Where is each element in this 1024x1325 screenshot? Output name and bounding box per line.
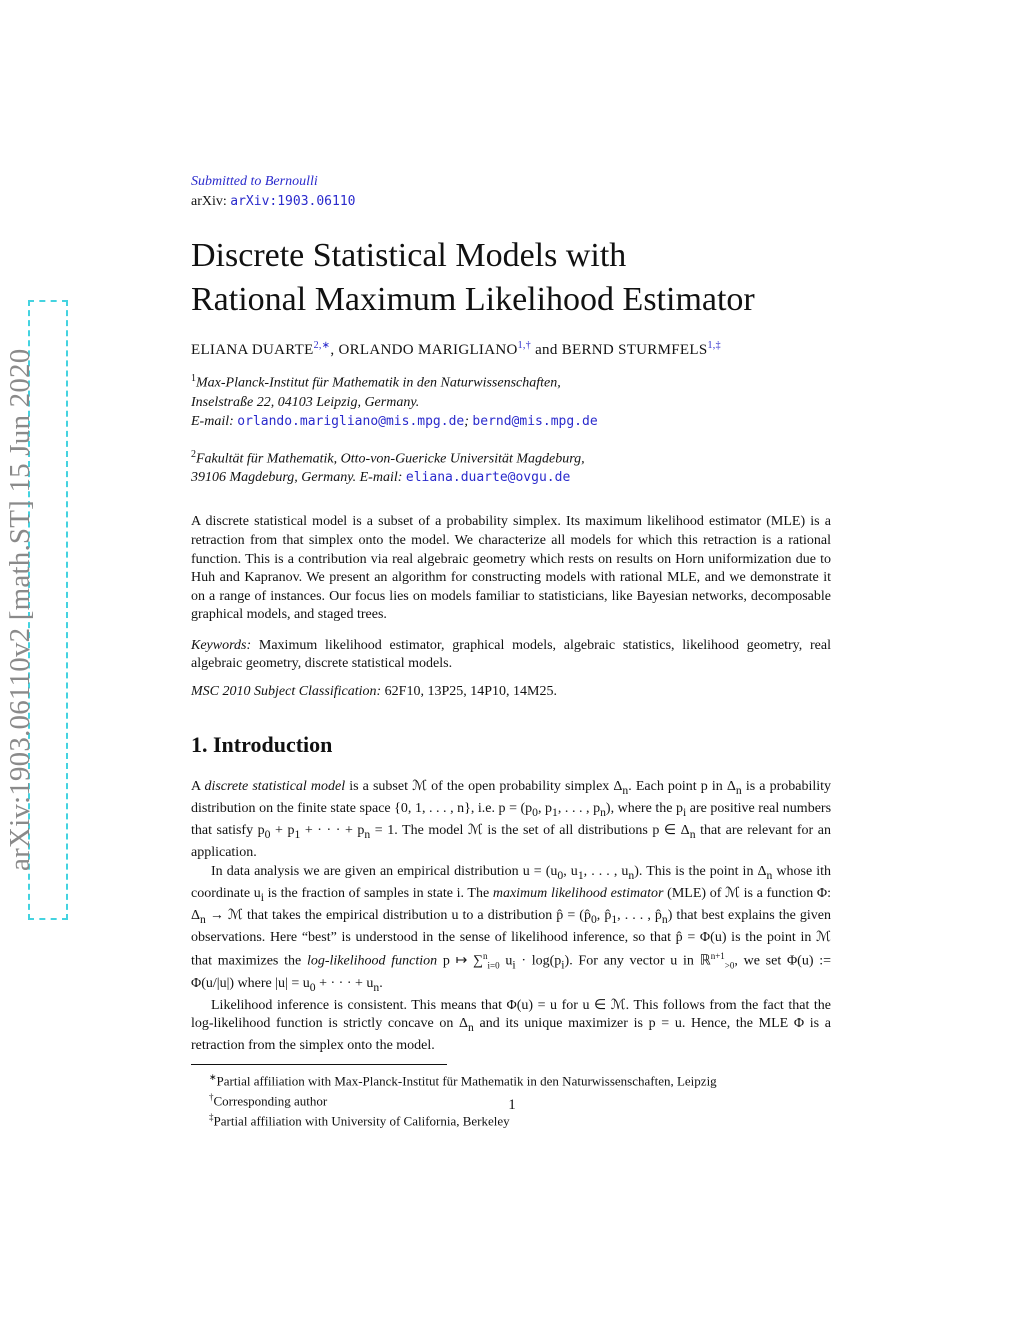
arxiv-prefix: arXiv: [191,194,227,209]
author-duarte: ELIANA DUARTE [191,342,314,358]
email-sturmfels-link[interactable]: bernd@mis.mpg.de [472,413,598,429]
email-label: E-mail: [191,413,238,429]
email-separator: ; [464,413,473,429]
msc-classification [191,684,831,700]
paragraph: Likelihood inference is consistent. This means that Φ(u) = u for u ∈ ℳ. This follows from the fact that the log-likelihood function is strictly concave on $\Delta_n$ and its unique maximizer is p = u. Hence, the MLE Φ is a retraction from the simplex onto the model. [191,998,831,1054]
arxiv-link[interactable]: arXiv:1903.06110 [230,194,356,209]
msc-label: MSC 2010 Subject Classification: [191,684,382,700]
submitted-to-journal[interactable]: Submitted to Bernoulli [191,174,318,189]
author-list [191,340,831,359]
paper-title [191,234,831,322]
arxiv-line [191,192,831,212]
author-marigliano-mark[interactable]: 1,† [517,340,532,351]
footnote-rule [191,1064,447,1065]
paragraph: A discrete statistical model is a subset ℳ of the open probability simplex $\Delta_n$. Each point p in $\Delta_n$ is a probability distribution on the finite state space {0, 1, . . . , n}, i.e. $p = (p_0$, $p_1$, . . . , $p_n$), where the $p_i$ are positive real numbers that satisfy $p_0 + p_1$ + · · · + $p_n = 1$. The model ℳ is the set of all distributions p ∈ $\Delta_n$ that are relevant for an application. [191,779,832,861]
section-heading-introduction: 1. Introduction [191,732,333,758]
affiliation-1-institute: Max-Planck-Institut für Mathematik in den Naturwissenschaften, [196,375,561,391]
footnote: ∗Partial affiliation with Max-Planck-Institut für Mathematik in den Naturwissenschaften, Leipzig [209,1071,717,1089]
email-marigliano-link[interactable]: orlando.marigliano@mis.mpg.de [237,413,465,429]
page-number: 1 [508,1097,516,1113]
introduction-body [191,778,831,1056]
paper-page [191,172,831,1130]
affiliation-1-address: Inselstraße 22, 04103 Leipzig, Germany. [191,394,420,410]
title-line-1: Discrete Statistical Models with [191,237,627,274]
affiliation-2-number: 2 [191,448,196,460]
author-marigliano: ORLANDO MARIGLIANO [338,342,518,358]
author-separator: and [531,342,562,358]
paragraph: In data analysis we are given an empirical distribution $u = (u_0$, $u_1$, . . . , $u_n$). This is the point in $\Delta_n$ whose ith coordinate $u_i$ is the fraction of samples in state i. The maximum likelihood estimator (MLE) of ℳ is a function Φ: $\Delta_n$ → ℳ that takes the empirical distribution u to a distribution p̂ = ($p̂_0$, $p̂_1$, . . . , $p̂_n$) that best explains the given observations. Here “best” is understood in the sense of likelihood inference, so that p̂ = Φ(u) is the point in ℳ that maximizes the log-likelihood function p ↦ ∑$^n_{i=0}$ $u_i \cdot \log(p_i)$. For any vector u in ℝ$^{n+1}_{>0}$, we set Φ(u) := Φ(u/|u|) where $|u| = u_0$ + · · · + $u_n$. [191,863,832,994]
affiliation-2-address: 39106 Magdeburg, Germany. E-mail: [191,470,406,486]
keywords-label: Keywords: [191,637,252,653]
author-duarte-mark[interactable]: 2,∗ [313,340,331,351]
title-line-2: Rational Maximum Likelihood Estimator [191,281,755,318]
author-sturmfels-mark[interactable]: 1,‡ [707,340,721,351]
affiliation-2 [191,445,831,488]
affiliation-1 [191,369,831,431]
keywords [191,637,831,674]
abstract: A discrete statistical model is a subset of a probability simplex. Its maximum likelihood estimator (MLE) is a retraction from that simplex onto the model. We characterize all models for which this retraction is a rational function. This is a contribution via real algebraic geometry which rests on results on Horn uniformization due to Huh and Kapranov. We present an algorithm for constructing models with rational MLE, and we demonstrate it on a range of instances. Our focus lies on models familiar to statisticians, like Bayesian networks, decomposable graphical models, and staged trees. [191,514,831,623]
arxiv-stamp: arXiv:1903.06110v2 [math.ST] 15 Jun 2020 [4,348,36,872]
footnote: †Corresponding author [209,1092,328,1109]
affiliation-1-number: 1 [191,373,196,384]
email-duarte-link[interactable]: eliana.duarte@ovgu.de [405,470,571,486]
author-separator: , [330,342,339,358]
affiliation-2-institute: Fakultät für Mathematik, Otto-von-Guericke Universität Magdeburg, [196,451,585,467]
msc-codes: 62F10, 13P25, 14P10, 14M25. [381,684,557,700]
keywords-text: Maximum likelihood estimator, graphical models, algebraic statistics, likelihood geometry, real algebraic geometry, discrete statistical models. [191,637,831,672]
author-sturmfels: BERND STURMFELS [561,342,708,358]
footnote: ‡Partial affiliation with University of California, Berkeley [209,1112,510,1129]
